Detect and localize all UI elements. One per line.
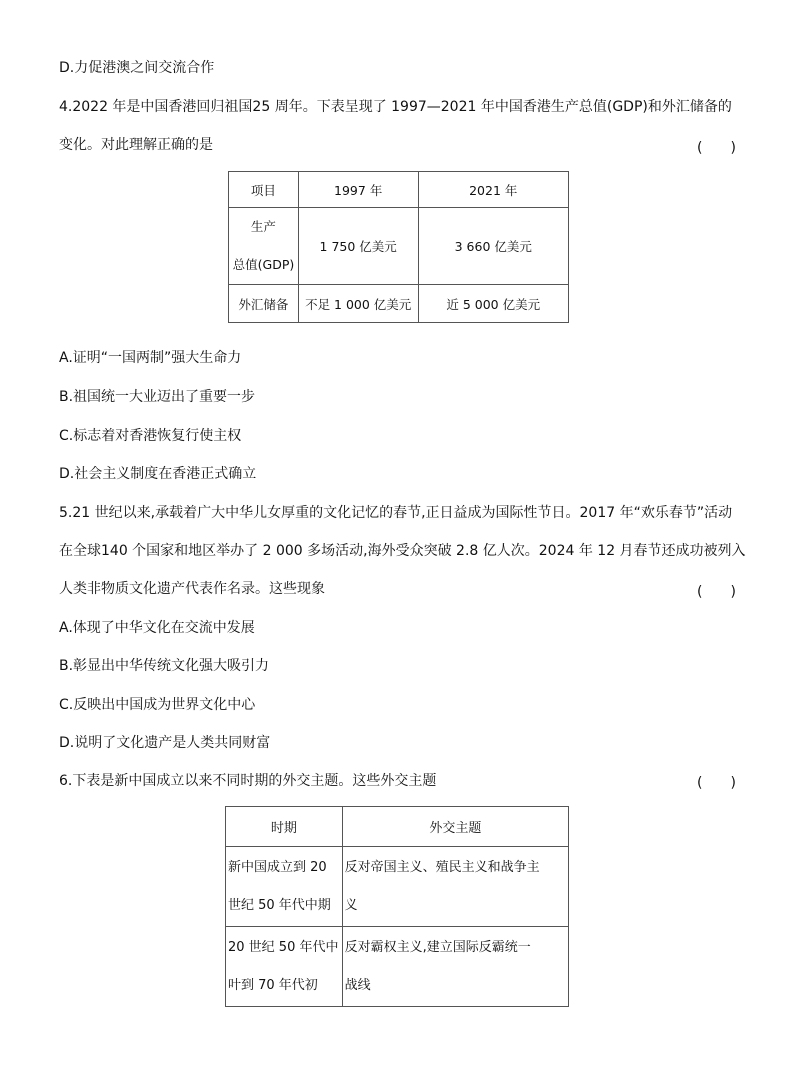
q5-option-c: C.反映出中国成为世界文化中心	[59, 697, 256, 713]
q6-answer-paren: ( )	[697, 775, 736, 791]
q4-option-b: B.祖国统一大业迈出了重要一步	[59, 389, 256, 405]
q5-option-a: A.体现了中华文化在交流中发展	[59, 620, 255, 636]
table-cell	[226, 927, 343, 1007]
table-header-row	[229, 172, 569, 208]
q5-stem-line3: 人类非物质文化遗产代表作名录。这些现象	[59, 581, 325, 597]
q5-option-b: B.彰显出中华传统文化强大吸引力	[59, 658, 270, 674]
q4-answer-paren: ( )	[697, 140, 736, 156]
table-cell: 近 5 000 亿美元	[418, 285, 569, 323]
table-header-cell: 1997 年	[298, 172, 418, 208]
q5-option-d: D.说明了文化遗产是人类共同财富	[59, 735, 271, 751]
period-line: 20 世纪 50 年代中	[228, 939, 339, 955]
table-cell	[342, 847, 568, 927]
q4-option-d: D.社会主义制度在香港正式确立	[59, 466, 257, 482]
q4-stem-line2: 变化。对此理解正确的是	[59, 137, 213, 153]
q3-option-d: D.力促港澳之间交流合作	[59, 60, 215, 76]
table-row	[229, 208, 569, 285]
table-cell	[226, 847, 343, 927]
table-header-row	[226, 807, 569, 847]
table-cell: 不足 1 000 亿美元	[298, 285, 418, 323]
theme-line: 战线	[344, 977, 371, 993]
table-header-cell: 2021 年	[418, 172, 569, 208]
q5-answer-paren: ( )	[697, 584, 736, 600]
table-row	[226, 927, 569, 1007]
q4-stem-line1: 4.2022 年是中国香港回归祖国25 周年。下表呈现了 1997—2021 年中国香港生产总值(GDP)和外汇储备的	[59, 99, 732, 115]
period-line: 新中国成立到 20	[228, 859, 327, 875]
table-cell	[342, 927, 568, 1007]
diplomacy-themes-table	[225, 806, 569, 1007]
period-line: 世纪 50 年代中期	[228, 897, 331, 913]
table-cell: 外汇储备	[229, 285, 299, 323]
q5-stem-line2: 在全球140 个国家和地区举办了 2 000 多场活动,海外受众突破 2.8 亿人次。2024 年 12 月春节还成功被列入	[59, 543, 746, 559]
row-label-line: 总值(GDP)	[232, 257, 295, 272]
table-cell	[229, 208, 299, 285]
period-line: 叶到 70 年代初	[228, 977, 318, 993]
q5-stem-line1: 5.21 世纪以来,承载着广大中华儿女厚重的文化记忆的春节,正日益成为国际性节日。2017 年“欢乐春节”活动	[59, 505, 733, 521]
theme-line: 反对霸权主义,建立国际反霸统一	[344, 939, 531, 955]
gdp-reserves-table	[228, 171, 569, 323]
theme-line: 反对帝国主义、殖民主义和战争主	[344, 859, 540, 875]
table-header-cell: 项目	[229, 172, 299, 208]
q4-option-c: C.标志着对香港恢复行使主权	[59, 428, 242, 444]
table-header-cell: 时期	[226, 807, 343, 847]
table-cell: 1 750 亿美元	[298, 208, 418, 285]
q4-option-a: A.证明“一国两制”强大生命力	[59, 350, 242, 366]
table-row	[229, 285, 569, 323]
table-row	[226, 847, 569, 927]
table-header-cell: 外交主题	[342, 807, 568, 847]
q6-stem: 6.下表是新中国成立以来不同时期的外交主题。这些外交主题	[59, 773, 437, 789]
row-label-line: 生产	[250, 219, 276, 234]
theme-line: 义	[344, 897, 358, 913]
table-cell: 3 660 亿美元	[418, 208, 569, 285]
